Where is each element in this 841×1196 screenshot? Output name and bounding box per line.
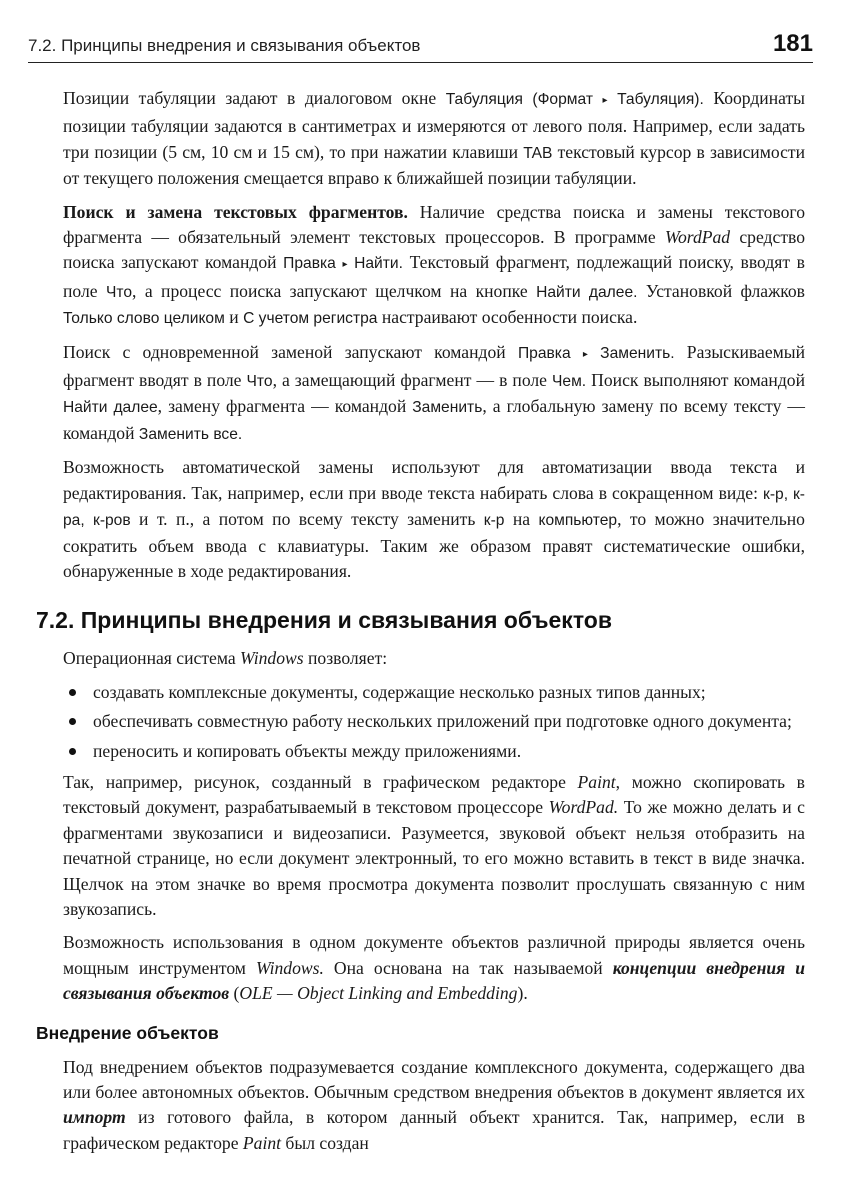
ui-term: С учетом регистра (243, 310, 378, 328)
text-run: и т. п., а потом по всему тексту заменить (130, 509, 484, 530)
text-run: из готового файла, в котором данный объект хранится. Так, например, если в графическом редакторе (63, 1107, 805, 1153)
text-run: средство поиска запускают командой (63, 227, 805, 273)
paragraph-ole (63, 930, 805, 1006)
ui-term: компьютер (538, 512, 618, 530)
bullet-icon (69, 748, 76, 755)
list-item-text: обеспечивать совместную работу нескольких приложений при подготовке одного документа; (93, 711, 792, 732)
text-run: ). (517, 983, 528, 1004)
text-run: Возможность использования в одном документе объектов различной природы является очень мощным инструментом (63, 932, 805, 978)
text-run: , то можно значительно сократить объем ввода с клавиатуры. Таким же образом правят систематические ошибки, обнаруженные в ходе редактирования. (63, 509, 805, 581)
os-name: Windows (240, 648, 304, 669)
ui-term: Найти далее (63, 399, 158, 417)
paragraph-embedding (63, 1055, 805, 1157)
text-run: Так, например, рисунок, созданный в графическом редакторе (63, 771, 578, 792)
ui-term: Найти далее. (536, 283, 638, 301)
text-run: текстовый курсор в зависимости от текущего положения смещается вправо к ближайшей позиции табуляции. (63, 141, 805, 189)
ui-term: Только слово целиком (63, 310, 225, 328)
menu-arrow-icon: ▸ (582, 348, 588, 360)
paragraph-lead: Поиск и замена текстовых фрагментов. (63, 201, 408, 222)
text-run: Позиции табуляции задают в диалоговом окне (63, 88, 446, 108)
menu-arrow-icon: ▸ (342, 259, 348, 271)
ole-term: OLE — Object Linking and Embedding (239, 983, 518, 1004)
text-run: Под внедрением объектов подразумевается создание комплексного документа, содержащего два или более автономных объектов. Обычным средством внедрения объектов в документ является их (63, 1056, 805, 1102)
text-run: То же можно делать и с фрагментами звукозаписи и видеозаписи. Разумеется, звуковой объект нельзя отобразить на печатной странице, но если документ электронный, то его можно вставить в текст в виде значка. Щелчок на этом значке во время просмотра документа позволит прослушать связанную с ним звукозапись. (63, 797, 805, 919)
menu-arrow-icon: ▸ (602, 95, 608, 106)
text-run: настраивают особенности поиска. (377, 307, 638, 328)
ui-term: Табуляция). (617, 91, 704, 108)
ui-term: Правка (517, 344, 571, 362)
text-run: , а процесс поиска запускают щелчком на кнопке (132, 280, 537, 301)
text-run: был создан (281, 1132, 369, 1153)
page-body (36, 86, 805, 1164)
text-run: Текстовый фрагмент, подлежащий поиску, вводят в поле (63, 252, 805, 301)
text-run: ( (229, 983, 240, 1004)
text-run: Операционная система (63, 648, 241, 669)
list-item (63, 739, 805, 764)
page-header (28, 28, 813, 63)
os-name: Windows. (255, 957, 324, 978)
ui-term: Заменить все. (138, 425, 243, 443)
subsection-heading: Внедрение объектов (36, 1022, 219, 1043)
text-run: Поиск с одновременной заменой запускают командой (63, 341, 518, 362)
ui-term: Табуляция (Формат (445, 91, 593, 108)
text-run: , а замещающий фрагмент — в поле (272, 370, 553, 391)
ui-term: к-р, к-ра, к-ров (63, 485, 805, 530)
ui-term: Чем. (552, 373, 587, 391)
paragraph-replace (63, 340, 805, 448)
app-name: WordPad. (548, 797, 619, 818)
text-run: на (504, 509, 539, 530)
text-run: Разыскиваемый фрагмент вводят в поле (63, 341, 805, 391)
ui-term: к-р (483, 512, 505, 530)
text-run: Наличие средства поиска и замены текстового фрагмента — обязательный элемент текстовых процессоров. В программе (63, 201, 805, 248)
text-run: позволяет: (303, 648, 388, 669)
ui-term: Что (105, 283, 133, 301)
text-run: Установкой флажков (637, 280, 805, 301)
emphasis-term: импорт (63, 1107, 126, 1128)
text-run: Координаты позиции табуляции задаются в сантиметрах и измеряются от левого поля. Например, если задать три позиции (5 см, 10 см и 15 см), то при нажатии клавиши (63, 88, 805, 162)
bullet-icon (69, 718, 76, 725)
app-name: Paint (577, 771, 616, 792)
list-item (63, 680, 805, 705)
paragraph-search-replace (63, 200, 805, 332)
app-name: WordPad (664, 227, 731, 248)
bullet-icon (69, 689, 76, 696)
text-run: и (224, 307, 244, 328)
text-run: Поиск выполняют командой (586, 370, 805, 391)
text-run: , можно скопировать в текстовый документ, разрабатываемый в текстовом процессоре (63, 771, 805, 818)
section-heading: 7.2. Принципы внедрения и связывания объектов (36, 607, 612, 634)
paragraph-tabulation (63, 86, 805, 192)
ui-term: Заменить (412, 399, 483, 417)
ui-term: Правка (283, 255, 336, 273)
paragraph-autoreplace (63, 455, 805, 584)
paragraph-paint-example (63, 770, 805, 922)
section-intro (63, 646, 805, 671)
ui-term: Заменить. (600, 344, 675, 362)
running-title: 7.2. Принципы внедрения и связывания объектов (28, 36, 421, 55)
text-run: Возможность автоматической замены используют для автоматизации ввода текста и редактирования. Так, например, если при вводе текста набирать слова в сокращенном виде: (63, 457, 805, 503)
concept-term: концепции внедрения и связывания объектов (63, 957, 805, 1004)
list-item-text: создавать комплексные документы, содержащие несколько разных типов данных; (93, 681, 706, 702)
text-run: Она основана на так называемой (323, 957, 613, 978)
ui-term: Что (246, 373, 273, 391)
text-run: , замену фрагмента — командой (157, 396, 413, 417)
list-item-text: переносить и копировать объекты между приложениями. (93, 740, 522, 761)
bullet-list (63, 680, 805, 764)
ui-term: TAB (523, 144, 553, 162)
list-item (63, 709, 805, 734)
page-number: 181 (772, 30, 813, 57)
app-name: Paint (242, 1132, 282, 1153)
text-run: , а глобальную замену по всему тексту — командой (63, 396, 805, 443)
ui-term: Найти. (354, 255, 403, 273)
